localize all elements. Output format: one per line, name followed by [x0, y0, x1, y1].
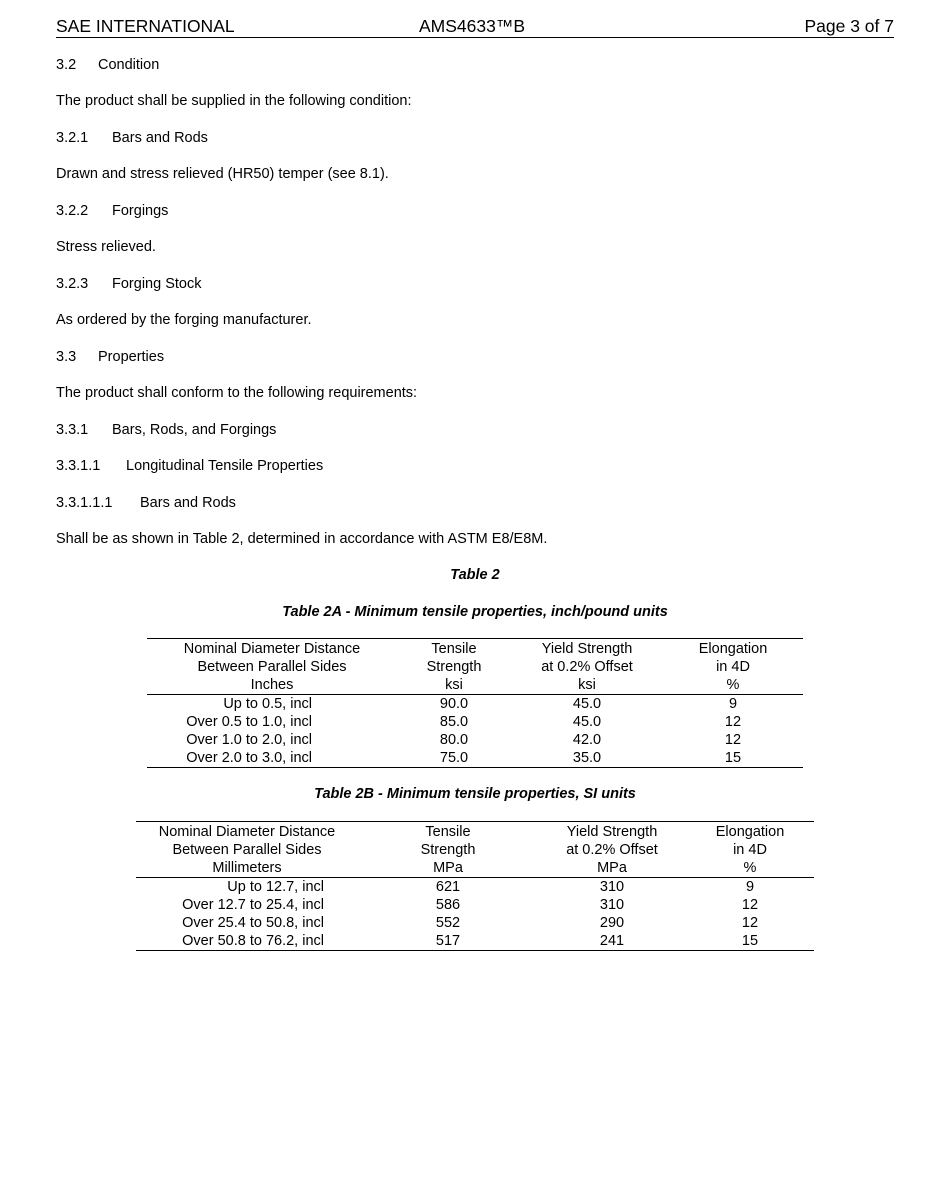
table-header-row [136, 822, 814, 842]
header-cell: Tensile [358, 822, 538, 842]
header-cell: % [686, 859, 814, 878]
section-3-3-heading [56, 348, 164, 366]
header-cell: Millimeters [136, 859, 358, 878]
section-3-2-2-heading [56, 202, 168, 220]
table-row [136, 914, 814, 932]
tensile-cell: 517 [358, 932, 538, 951]
section-3-2-3-heading [56, 275, 201, 293]
section-number: 3.3 [56, 349, 77, 365]
tensile-cell: 552 [435, 915, 461, 931]
paragraph-forging-stock: As ordered by the forging manufacturer. [56, 312, 312, 328]
size-cell: Over 25.4 to 50.8, incl [182, 915, 324, 931]
section-number: 3.2.1 [56, 130, 89, 146]
yield-cell: 310 [599, 897, 625, 913]
header-cell: MPa [538, 859, 686, 878]
table-row [147, 731, 803, 749]
table-header-row [147, 676, 803, 695]
table-row [147, 713, 803, 731]
size-cell: Over 1.0 to 2.0, incl [186, 732, 312, 748]
yield-cell: 42.0 [572, 732, 602, 748]
section-3-3-1-1-heading [56, 457, 323, 475]
section-title: Forgings [112, 203, 169, 219]
section-number: 3.3.1.1.1 [56, 495, 113, 511]
header-cell: Strength [426, 659, 482, 675]
table-row [147, 749, 803, 768]
header-cell: ksi [511, 676, 663, 695]
section-number: 3.3.1 [56, 422, 89, 438]
tensile-cell: 85.0 [439, 714, 469, 730]
header-cell: Inches [147, 676, 397, 695]
table-row [136, 878, 814, 897]
header-cell: Yield Strength [511, 639, 663, 659]
yield-cell: 290 [599, 915, 625, 931]
tensile-cell: 80.0 [439, 732, 469, 748]
section-title: Bars and Rods [112, 130, 208, 146]
header-cell: % [663, 676, 803, 695]
elongation-cell: 15 [686, 932, 814, 951]
yield-cell: 35.0 [511, 749, 663, 768]
organization-name: SAE INTERNATIONAL [56, 16, 235, 36]
size-cell: Over 2.0 to 3.0, incl [147, 749, 397, 768]
paragraph-forgings: Stress relieved. [56, 239, 156, 255]
table-header-row [147, 658, 803, 676]
header-cell: in 4D [716, 659, 750, 675]
size-cell: Over 0.5 to 1.0, incl [186, 714, 312, 730]
section-title: Longitudinal Tensile Properties [126, 458, 324, 474]
tensile-cell: 586 [435, 897, 461, 913]
section-title: Bars, Rods, and Forgings [112, 422, 277, 438]
paragraph-bars: Drawn and stress relieved (HR50) temper (see 8.1). [56, 166, 389, 182]
section-3-3-1-1-1-heading [56, 494, 236, 512]
table-2-title: Table 2 [450, 567, 500, 583]
header-cell: MPa [358, 859, 538, 878]
section-number: 3.3.1.1 [56, 458, 101, 474]
table-header-row [147, 639, 803, 659]
section-title: Bars and Rods [140, 495, 236, 511]
header-cell: at 0.2% Offset [541, 659, 633, 675]
elongation-cell: 12 [741, 915, 759, 931]
table-row [147, 695, 803, 714]
yield-cell: 310 [599, 879, 625, 895]
section-number: 3.2 [56, 57, 77, 73]
header-cell: at 0.2% Offset [566, 842, 658, 858]
size-cell: Over 50.8 to 76.2, incl [136, 932, 358, 951]
table-2a-caption: Table 2A - Minimum tensile properties, inch/pound units [282, 604, 668, 620]
document-number: AMS4633™B [419, 16, 526, 36]
tensile-cell: 90.0 [439, 696, 469, 712]
tensile-cell: 75.0 [397, 749, 511, 768]
size-cell: Up to 12.7, incl [227, 879, 324, 895]
table-2b-caption: Table 2B - Minimum tensile properties, SI units [314, 786, 636, 802]
section-title: Forging Stock [112, 276, 202, 292]
table-header-row [136, 841, 814, 859]
table-2b [136, 821, 814, 951]
section-number: 3.2.2 [56, 203, 89, 219]
header-cell: in 4D [733, 842, 767, 858]
section-number: 3.2.3 [56, 276, 89, 292]
tensile-cell: 621 [435, 879, 461, 895]
section-3-2-heading [56, 56, 159, 74]
yield-cell: 45.0 [572, 714, 602, 730]
table-row [136, 896, 814, 914]
header-cell: Between Parallel Sides [172, 842, 322, 858]
elongation-cell: 15 [663, 749, 803, 768]
paragraph-condition: The product shall be supplied in the following condition: [56, 93, 412, 109]
table-header-row [136, 859, 814, 878]
paragraph-properties: The product shall conform to the following requirements: [56, 385, 418, 401]
page-header [56, 16, 894, 38]
section-3-3-1-heading [56, 421, 276, 439]
header-cell: Tensile [397, 639, 511, 659]
header-cell: Nominal Diameter Distance [147, 639, 397, 659]
elongation-cell: 12 [741, 897, 759, 913]
elongation-cell: 12 [724, 714, 742, 730]
section-title: Condition [98, 57, 160, 73]
elongation-cell: 12 [724, 732, 742, 748]
elongation-cell: 9 [728, 696, 738, 712]
yield-cell: 241 [538, 932, 686, 951]
header-cell: Elongation [663, 639, 803, 659]
paragraph-table-reference: Shall be as shown in Table 2, determined in accordance with ASTM E8/E8M. [56, 531, 548, 547]
header-cell: Strength [420, 842, 476, 858]
header-cell: Elongation [686, 822, 814, 842]
section-title: Properties [98, 349, 165, 365]
header-cell: Between Parallel Sides [197, 659, 347, 675]
table-2a [147, 638, 803, 768]
header-cell: ksi [397, 676, 511, 695]
header-cell: Nominal Diameter Distance [136, 822, 358, 842]
header-cell: Yield Strength [538, 822, 686, 842]
size-cell: Up to 0.5, incl [223, 696, 312, 712]
elongation-cell: 9 [745, 879, 755, 895]
table-row [136, 932, 814, 951]
yield-cell: 45.0 [572, 696, 602, 712]
size-cell: Over 12.7 to 25.4, incl [182, 897, 324, 913]
page-number: Page 3 of 7 [804, 16, 894, 36]
section-3-2-1-heading [56, 129, 208, 147]
